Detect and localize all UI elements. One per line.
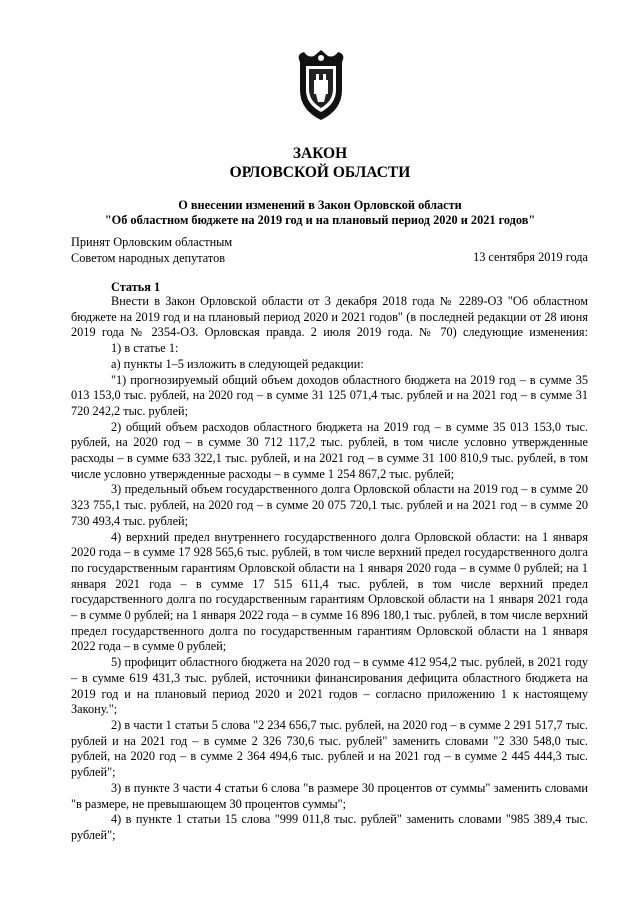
- paragraph: "1) прогнозируемый общий объем доходов областного бюджета на 2019 год – в сумме 35 013 153,0 тыс. рублей, на 2020 год – в сумме 31 125 071,4 тыс. рублей и на 2021 год – в сумме 31 720 242,2 тыс. рублей;: [71, 372, 588, 418]
- paragraph: 2) общий объем расходов областного бюджета на 2019 год – в сумме 35 013 153,0 тыс. рублей, на 2020 год – в сумме 30 712 117,2 тыс. рублей, в том числе условно утвержденные расходы – в сумме 633 322,1 тыс. рублей, и на 2021 год – в сумме 31 100 810,9 тыс. рублей, в том числе условно утвержденные расходы – в сумме 1 254 867,2 тыс. рублей;: [71, 419, 588, 481]
- paragraph: 2) в части 1 статьи 5 слова "2 234 656,7 тыс. рублей, на 2020 год – в сумме 2 291 517,7 тыс. рублей и на 2021 год – в сумме 2 326 730,6 тыс. рублей" заменить словами "2 330 548,0 тыс. рублей, на 2020 год – в сумме 2 364 494,6 тыс. рублей и на 2021 год – в сумме 2 445 444,3 тыс. рублей";: [71, 717, 588, 780]
- law-title: ЗАКОН: [292, 145, 348, 162]
- paragraph-intro: Внести в Закон Орловской области от 3 декабря 2018 года № 2289-ОЗ "Об областном бюджете на 2019 год и на плановый период 2020 и 2021 годов" (в последней редакции от 28 июня 2019 года № 2354-ОЗ. Орловская правда. 2 июля 2019 года. № 70) следующие изменения:: [71, 294, 588, 340]
- adoption-date: 13 сентября 2019 года: [473, 250, 588, 264]
- paragraph: 4) в пункте 1 статьи 15 слова "999 011,8 тыс. рублей" заменить словами "985 389,4 тыс. рублей";: [71, 812, 588, 842]
- paragraph: а) пункты 1–5 изложить в следующей редакции:: [111, 356, 364, 371]
- paragraph: 1) в статье 1:: [111, 341, 179, 356]
- law-region: ОРЛОВСКОЙ ОБЛАСТИ: [229, 164, 411, 181]
- adoption-statement: [71, 235, 232, 266]
- adoption-line2: Советом народных депутатов: [71, 250, 226, 265]
- law-subject-line2: "Об областном бюджете на 2019 год и на плановый период 2020 и 2021 годов": [104, 213, 536, 227]
- law-subject-line1: О внесении изменений в Закон Орловской области: [178, 198, 462, 212]
- article-body: [71, 294, 588, 844]
- coat-of-arms-icon: [294, 50, 348, 122]
- paragraph: 3) в пункте 3 части 4 статьи 6 слова "в размере 30 процентов от суммы" заменить словами "в размере, не превышающем 30 процентов суммы";: [71, 780, 588, 811]
- paragraph: 5) профицит областного бюджета на 2020 год – в сумме 412 954,2 тыс. рублей, в 2021 году – в сумме 619 431,3 тыс. рублей, источники финансирования дефицита областного бюджета на 2019 год и на плановый период 2020 и 2021 годов – согласно приложению 1 к настоящему Закону.";: [71, 655, 588, 717]
- paragraph: 4) верхний предел внутреннего государственного долга Орловской области: на 1 января 2020 года – в сумме 17 928 565,6 тыс. рублей, в том числе верхний предел государственного долга по государственным гарантиям Орловской области на 1 января 2020 года – в сумме 0 рублей; на 1 января 2021 года – в сумме 17 515 611,4 тыс. рублей, в том числе верхний предел государственного долга по государственным гарантиям Орловской области на 1 января 2021 года – в сумме 0 рублей; на 1 января 2022 года – в сумме 16 896 180,1 тыс. рублей, в том числе верхний предел государственного долга по государственным гарантиям Орловской области на 1 января 2022 года – в сумме 0 рублей;: [71, 529, 588, 654]
- adoption-line1: Принят Орловским областным: [71, 235, 233, 249]
- article-heading: Статья 1: [111, 280, 161, 294]
- paragraph: 3) предельный объем государственного долга Орловской области на 2019 год – в сумме 20 323 755,1 тыс. рублей, на 2020 год – в сумме 20 075 720,1 тыс. рублей и на 2021 год – в сумме 20 730 493,4 тыс. рублей;: [71, 482, 588, 528]
